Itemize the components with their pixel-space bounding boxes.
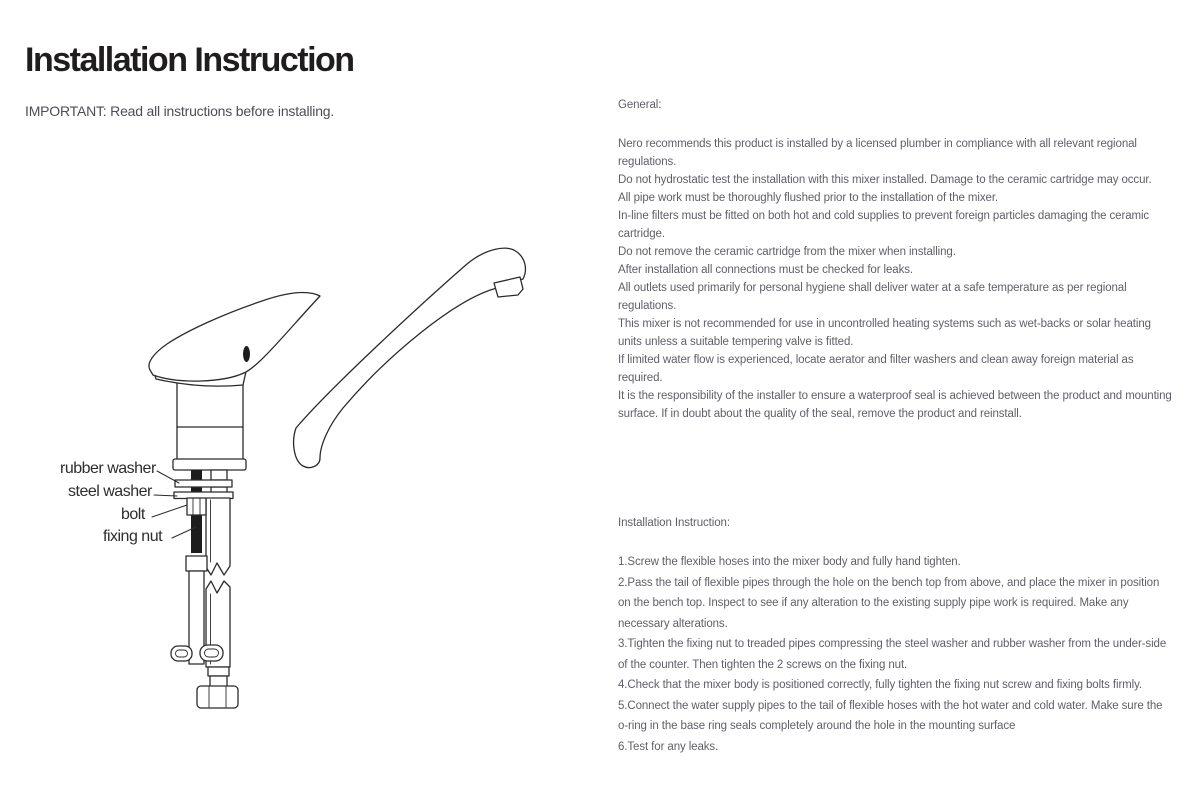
flexible-hose-right-upper: [206, 498, 230, 575]
fixing-nut-label: fixing nut: [103, 528, 163, 545]
installation-step: 2.Pass the tail of flexible pipes through the hole on the bench top from above, and place the mixer in position on the bench top. Inspect to see if any alteration to the existing supply pipe work is required. Make any necessary alterations.: [618, 576, 1160, 630]
bolt-label: bolt: [121, 506, 145, 523]
instructions-column: [618, 96, 1174, 757]
general-paragraph: It is the responsibility of the installer to ensure a waterproof seal is achieved between the product and mounting surface. If in doubt about the quality of the seal, remove the product and reinstall.: [618, 390, 1172, 420]
installation-step: 1.Screw the flexible hoses into the mixer body and fully hand tighten.: [618, 556, 961, 568]
base-flange: [173, 459, 246, 470]
general-heading: General:: [618, 99, 662, 111]
lever-screw-dot: [243, 346, 250, 362]
rubber-washer-leader-line: [157, 471, 179, 483]
rubber-washer-label: rubber washer: [60, 460, 156, 477]
general-paragraph: Nero recommends this product is installed by a licensed plumber in compliance with all relevant regional regulations.: [618, 138, 1137, 168]
hose-tailpiece-upper: [211, 470, 227, 480]
rubber-washer-part: [175, 480, 232, 487]
installation-step: 3.Tighten the fixing nut to treaded pipes compressing the steel washer and rubber washer from the under-side of the counter. Then tighten the 2 screws on the fixing nut.: [618, 638, 1167, 671]
installation-step: 6.Test for any leaks.: [618, 740, 719, 753]
general-paragraph: This mixer is not recommended for use in uncontrolled heating systems such as wet-backs or solar heating units unless a suitable tempering valve is fitted.: [618, 318, 1151, 348]
general-paragraph: All outlets used primarily for personal hygiene shall deliver water at a safe temperature as per regional regulations.: [618, 282, 1127, 312]
installation-steps: [618, 552, 1174, 757]
general-paragraph: After installation all connections must be checked for leaks.: [618, 264, 913, 276]
hose-hex-nut: [197, 686, 238, 708]
installation-heading: Installation Instruction:: [618, 517, 730, 529]
important-note: IMPORTANT: Read all instructions before installing.: [25, 103, 335, 119]
wing-nut-right: [200, 645, 223, 661]
bolt-part: [187, 498, 206, 515]
bolt-leader-line: [152, 505, 187, 517]
installation-step: 5.Connect the water supply pipes to the tail of flexible hoses with the hot water and cold water. Make sure the o-ring in the base ring seals completely around the hole in the mounting surface: [618, 699, 1163, 732]
spout: [294, 248, 526, 467]
wing-nut-left: [171, 646, 192, 661]
general-paragraph: In-line filters must be fitted on both hot and cold supplies to prevent foreign particles damaging the ceramic cartridge.: [618, 210, 1150, 240]
page-title: Installation Instruction: [25, 40, 354, 79]
installation-step: 4.Check that the mixer body is positioned correctly, fully tighten the fixing nut screw and fixing bolts firmly.: [618, 679, 1143, 691]
general-paragraph: Do not hydrostatic test the installation with this mixer installed. Damage to the ceramic cartridge may occur.: [618, 174, 1152, 186]
general-section: [618, 135, 1174, 423]
general-paragraph: All pipe work must be thoroughly flushed prior to the installation of the mixer.: [618, 192, 999, 204]
general-paragraph: If limited water flow is experienced, locate aerator and filter washers and clean away foreign material as required.: [618, 354, 1134, 384]
steel-washer-label: steel washer: [68, 483, 152, 500]
lever-handle: [149, 293, 320, 382]
general-paragraph: Do not remove the ceramic cartridge from the mixer when installing.: [618, 246, 956, 258]
hose-collar: [186, 556, 207, 571]
hose-connector-collar: [208, 667, 229, 676]
